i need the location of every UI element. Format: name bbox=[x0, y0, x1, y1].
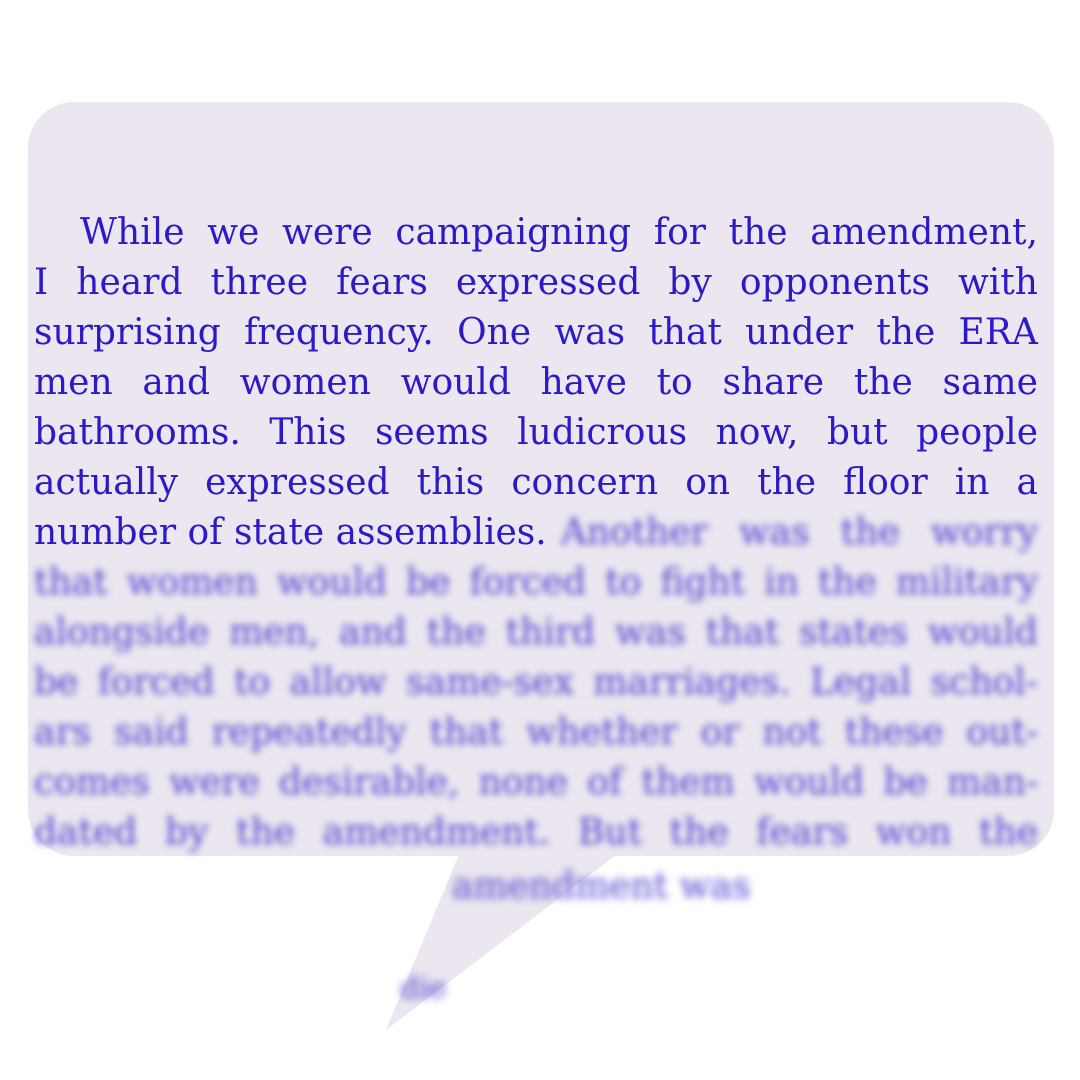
word: these bbox=[844, 712, 944, 753]
word: be bbox=[34, 662, 79, 703]
word: military bbox=[895, 562, 1038, 603]
word: amendment, bbox=[810, 212, 1038, 253]
word: be bbox=[406, 562, 451, 603]
word: allow bbox=[289, 662, 387, 703]
word: was bbox=[554, 312, 626, 353]
word: campaigning bbox=[395, 212, 632, 253]
word: won bbox=[875, 812, 952, 852]
word: now, bbox=[715, 412, 799, 453]
word: none bbox=[478, 762, 568, 803]
word: comes bbox=[34, 762, 150, 803]
word: this bbox=[416, 462, 485, 503]
word: in bbox=[954, 462, 990, 503]
word: amendment. bbox=[322, 812, 551, 852]
word: the bbox=[817, 562, 877, 603]
word: men, bbox=[229, 612, 320, 653]
text-line bbox=[34, 508, 1038, 558]
word: seems bbox=[374, 412, 489, 453]
word: frequency. bbox=[244, 312, 434, 353]
word: three bbox=[210, 262, 309, 303]
text-line bbox=[34, 458, 1038, 508]
word: same-sex bbox=[406, 662, 574, 703]
word: for bbox=[653, 212, 706, 253]
word: But bbox=[577, 812, 643, 852]
word: of bbox=[587, 762, 623, 803]
word: men bbox=[34, 362, 113, 403]
word: the bbox=[669, 812, 729, 852]
word: One bbox=[457, 312, 532, 353]
text-line bbox=[34, 208, 1038, 258]
word: concern bbox=[511, 462, 659, 503]
word: heard bbox=[76, 262, 183, 303]
word: forced bbox=[469, 562, 587, 603]
word: This bbox=[269, 412, 347, 453]
word: said bbox=[114, 712, 189, 753]
word: to bbox=[605, 562, 642, 603]
word: desirable, bbox=[278, 762, 460, 803]
text-line bbox=[34, 258, 1038, 308]
word: would bbox=[400, 362, 511, 403]
word: that bbox=[429, 712, 504, 753]
word: the bbox=[979, 812, 1038, 852]
blurred-text: Another was the worry bbox=[560, 512, 1038, 553]
word: under bbox=[745, 312, 854, 353]
word: opponents bbox=[739, 262, 930, 303]
text-line bbox=[34, 308, 1038, 358]
word: were bbox=[169, 762, 260, 803]
word: that bbox=[34, 562, 108, 603]
word: the bbox=[876, 312, 936, 353]
word: ludicrous bbox=[517, 412, 688, 453]
word: out- bbox=[966, 712, 1038, 753]
text-line bbox=[34, 358, 1038, 408]
word: women bbox=[239, 362, 371, 403]
word: be bbox=[883, 762, 928, 803]
text-line-clear-end: number of state assemblies. bbox=[34, 512, 547, 553]
word: women bbox=[126, 562, 258, 603]
word: repeatedly bbox=[211, 712, 407, 753]
blurred-text-line bbox=[34, 808, 1038, 852]
word: actually bbox=[34, 462, 179, 503]
blurred-text-line bbox=[34, 658, 1038, 708]
word: same bbox=[942, 362, 1038, 403]
word: would bbox=[927, 612, 1038, 653]
word: states bbox=[799, 612, 908, 653]
word: forced bbox=[97, 662, 215, 703]
word: them bbox=[641, 762, 735, 803]
word: by bbox=[164, 812, 209, 852]
word: floor bbox=[843, 462, 928, 503]
word: the bbox=[757, 462, 817, 503]
word: were bbox=[282, 212, 373, 253]
word: on bbox=[685, 462, 731, 503]
word: alongside bbox=[34, 612, 210, 653]
text-line bbox=[34, 408, 1038, 458]
word: third bbox=[505, 612, 596, 653]
blurred-text-line bbox=[34, 558, 1038, 608]
word: man- bbox=[947, 762, 1038, 803]
word: that bbox=[705, 612, 780, 653]
word: but bbox=[826, 412, 888, 453]
blurred-tail-text: die bbox=[400, 971, 447, 1006]
word: surprising bbox=[34, 312, 221, 353]
word: dated bbox=[34, 812, 138, 852]
word: was bbox=[614, 612, 686, 653]
word: expressed bbox=[455, 262, 641, 303]
word: ERA bbox=[958, 312, 1038, 353]
word: Legal bbox=[810, 662, 912, 703]
word: that bbox=[648, 312, 722, 353]
word: the bbox=[236, 812, 295, 852]
word: to bbox=[234, 662, 271, 703]
blurred-text-line bbox=[34, 608, 1038, 658]
word: bathrooms. bbox=[34, 412, 241, 453]
word: to bbox=[656, 362, 693, 403]
word: with bbox=[957, 262, 1038, 303]
word: I bbox=[34, 262, 49, 303]
word: fears bbox=[756, 812, 849, 852]
word: fears bbox=[336, 262, 428, 303]
word: the bbox=[426, 612, 486, 653]
blurred-text-line bbox=[34, 708, 1038, 758]
word: expressed bbox=[205, 462, 390, 503]
word: whether bbox=[526, 712, 678, 753]
word: the bbox=[728, 212, 788, 253]
word: not bbox=[762, 712, 822, 753]
word: fight bbox=[660, 562, 746, 603]
word: people bbox=[916, 412, 1038, 453]
word: have bbox=[540, 362, 627, 403]
word: marriages. bbox=[593, 662, 791, 703]
word: schol- bbox=[930, 662, 1038, 703]
blurred-text-line bbox=[34, 758, 1038, 808]
word: the bbox=[853, 362, 913, 403]
passage-text bbox=[34, 208, 1038, 558]
word: in bbox=[764, 562, 799, 603]
word: or bbox=[700, 712, 740, 753]
word: by bbox=[668, 262, 712, 303]
word: would bbox=[276, 562, 388, 603]
word: ars bbox=[34, 712, 92, 753]
word: would bbox=[753, 762, 865, 803]
word: we bbox=[207, 212, 260, 253]
word: a bbox=[1016, 462, 1038, 503]
word: share bbox=[722, 362, 825, 403]
word: and bbox=[142, 362, 211, 403]
word: While bbox=[80, 212, 185, 253]
blurred-tail-text: amendment was bbox=[452, 866, 751, 907]
word: and bbox=[339, 612, 407, 653]
